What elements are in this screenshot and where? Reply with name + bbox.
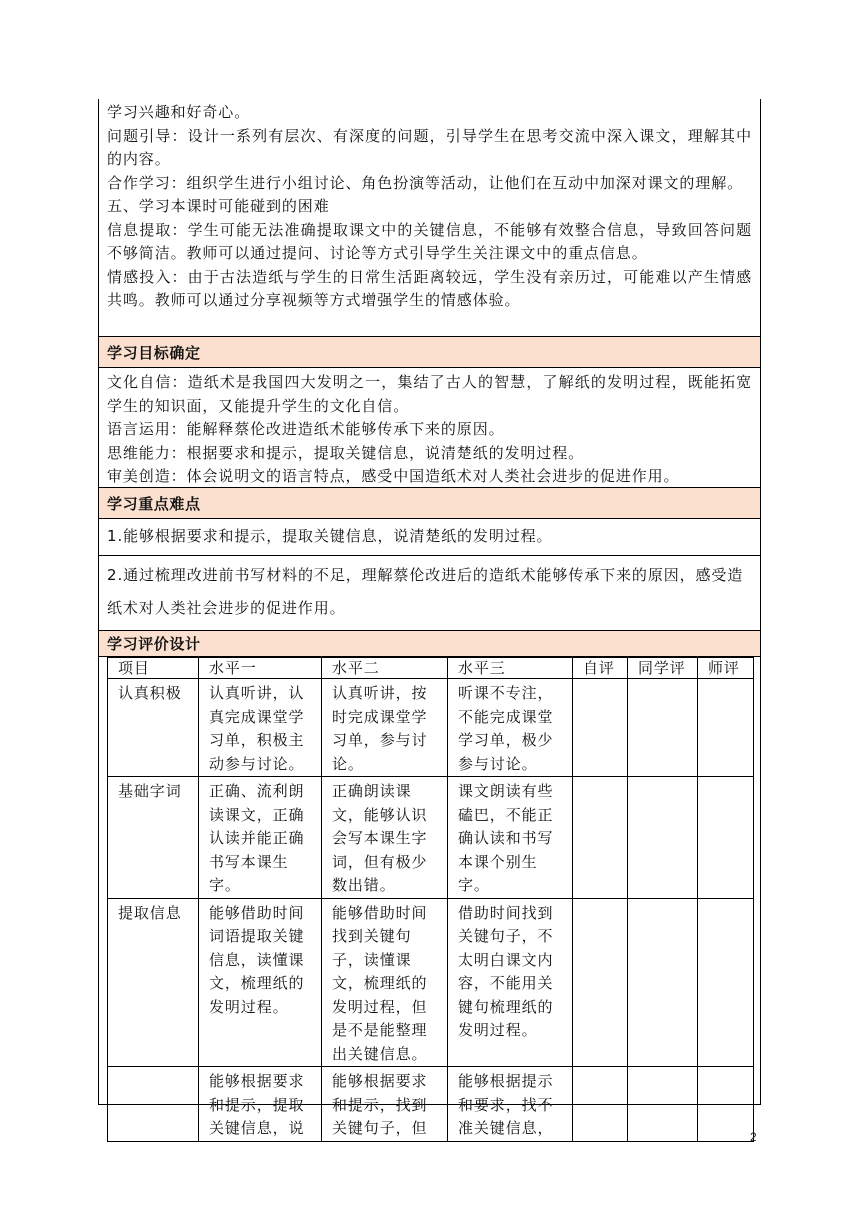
table-cell: 正确、流利朗读课文，正确认读并能正确书写本课生字。	[199, 777, 322, 899]
objective-paragraph: 审美创造：体会说明文的语言特点，感受中国造纸术对人类社会进步的促进作用。	[107, 467, 680, 485]
table-cell: 能够根据要求和提示，找到关键句子，但	[322, 1067, 448, 1142]
focus-header: 学习重点难点	[99, 487, 760, 519]
header-cell: 水平二	[322, 658, 448, 679]
header-cell: 自评	[573, 658, 628, 679]
table-cell	[698, 898, 754, 1067]
table-cell: 能够根据要求和提示，提取关键信息，说	[199, 1067, 322, 1142]
table-cell	[573, 777, 628, 899]
header-cell: 项目	[108, 658, 199, 679]
table-cell: 正确朗读课文，能够认识会写本课生字词，但有极少数出错。	[322, 777, 448, 899]
table-cell: 认真听讲，按时完成课堂学习单，参与讨论。	[322, 679, 448, 777]
table-cell	[108, 1067, 199, 1142]
focus-item: 2.通过梳理改进前书写材料的不足，理解蔡伦改进后的造纸术能够传承下来的原因，感受造纸术对人类社会进步的促进作用。	[107, 566, 744, 617]
table-cell: 基础字词	[108, 777, 199, 899]
table-cell	[628, 898, 698, 1067]
table-row	[108, 1067, 754, 1142]
intro-paragraph: 问题引导：设计一系列有层次、有深度的问题，引导学生在思考交流中深入课文，理解其中的内容。	[107, 126, 752, 168]
table-row	[108, 679, 754, 777]
table-cell	[698, 679, 754, 777]
intro-paragraph: 学习兴趣和好奇心。	[107, 103, 251, 121]
table-cell: 能够借助时间找到关键句子，读懂课文，梳理纸的发明过程，但是不是能整理出关键信息。	[322, 898, 448, 1067]
table-cell: 能够根据提示和要求，找不准关键信息，	[448, 1067, 573, 1142]
intro-paragraph: 合作学习：组织学生进行小组讨论、角色扮演等活动，让他们在互动中加深对课文的理解。	[107, 173, 744, 192]
document-sheet	[98, 99, 761, 1137]
table-cell	[628, 679, 698, 777]
evaluation-table	[107, 657, 754, 1142]
intro-paragraph: 信息提取：学生可能无法准确提取课文中的关键信息，不能够有效整合信息，导致回答问题不够简洁。教师可以通过提问、讨论等方式引导学生关注课文中的重点信息。	[107, 220, 752, 262]
table-cell: 认真听讲，认真完成课堂学习单，积极主动参与讨论。	[199, 679, 322, 777]
table-cell	[573, 679, 628, 777]
header-cell: 同学评	[628, 658, 698, 679]
table-row	[108, 898, 754, 1067]
objectives-section	[99, 368, 760, 487]
table-cell	[628, 1067, 698, 1142]
objective-paragraph: 语言运用：能解释蔡伦改进造纸术能够传承下来的原因。	[107, 420, 505, 438]
intro-paragraph: 情感投入：由于古法造纸与学生的日常生活距离较远，学生没有亲历过，可能难以产生情感共鸣。教师可以通过分享视频等方式增强学生的情感体验。	[107, 267, 752, 309]
header-cell: 水平一	[199, 658, 322, 679]
table-cell	[698, 777, 754, 899]
table-cell: 能够借助时间词语提取关键信息，读懂课文，梳理纸的发明过程。	[199, 898, 322, 1067]
table-cell: 认真积极	[108, 679, 199, 777]
table-header-row	[108, 658, 754, 679]
evaluation-table-wrapper	[99, 657, 760, 1142]
table-cell: 借助时间找到关键句子，不太明白课文内容，不能用关键句梳理纸的发明过程。	[448, 898, 573, 1067]
header-cell: 师评	[698, 658, 754, 679]
table-cell	[573, 898, 628, 1067]
table-cell	[698, 1067, 754, 1142]
intro-paragraph: 五、学习本课时可能碰到的困难	[107, 197, 330, 215]
focus-item: 1.能够根据要求和提示，提取关键信息，说清楚纸的发明过程。	[99, 519, 760, 556]
evaluation-header: 学习评价设计	[99, 630, 760, 657]
header-cell: 水平三	[448, 658, 573, 679]
table-cell: 提取信息	[108, 898, 199, 1067]
table-row	[108, 777, 754, 899]
page-number: 2	[750, 1130, 757, 1144]
table-cell	[628, 777, 698, 899]
intro-section	[99, 99, 760, 336]
table-cell	[573, 1067, 628, 1142]
objective-paragraph: 思维能力：根据要求和提示，提取关键信息，说清楚纸的发明过程。	[107, 443, 585, 462]
table-cell: 听课不专注，不能完成课堂学习单，极少参与讨论。	[448, 679, 573, 777]
table-cell: 课文朗读有些磕巴，不能正确认读和书写本课个别生字。	[448, 777, 573, 899]
objective-paragraph: 文化自信：造纸术是我国四大发明之一，集结了古人的智慧，了解纸的发明过程，既能拓宽学生的知识面，又能提升学生的文化自信。	[107, 373, 752, 415]
objectives-header: 学习目标确定	[99, 336, 760, 368]
